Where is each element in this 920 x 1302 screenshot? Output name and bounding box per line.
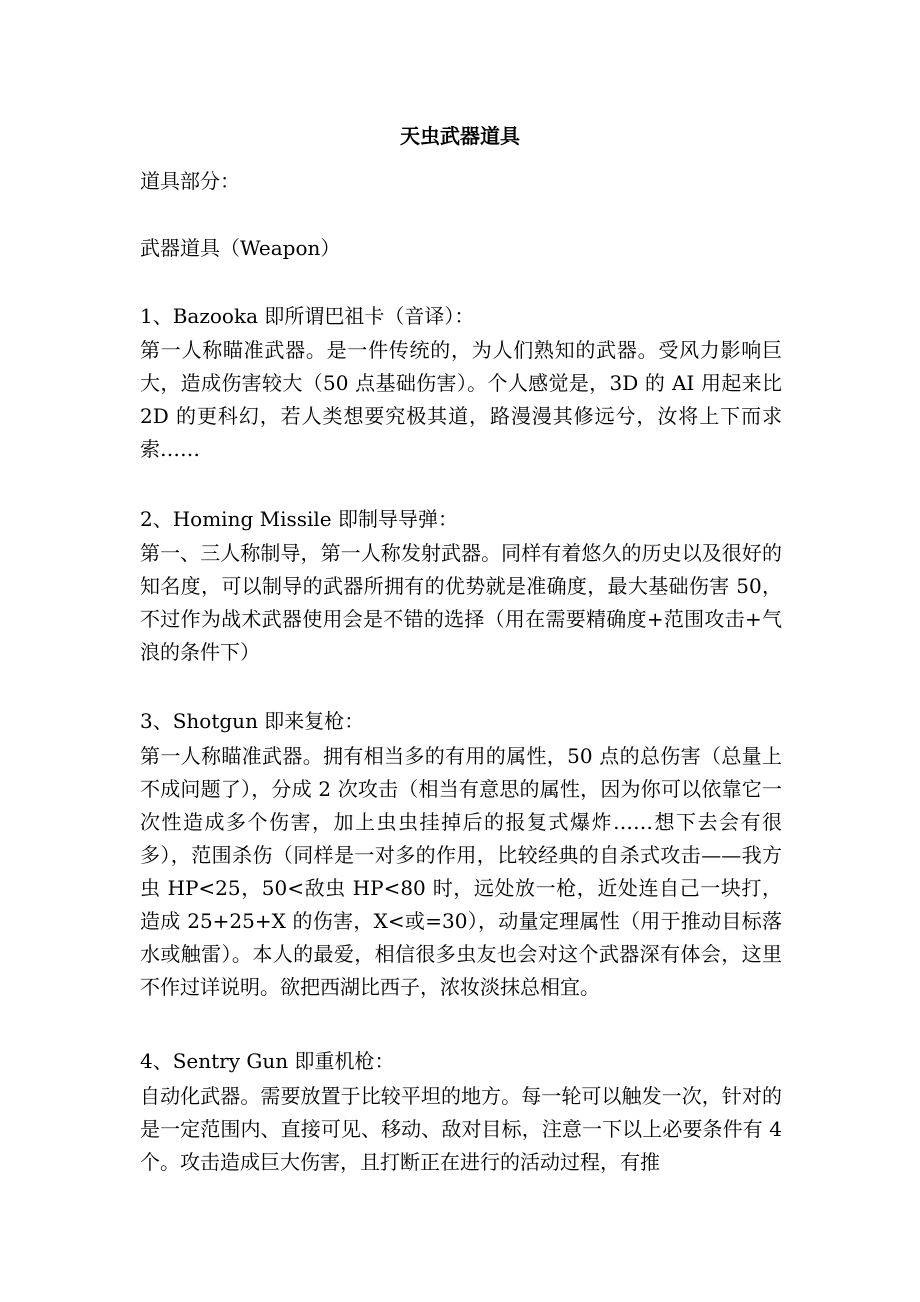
item-heading: 1、Bazooka 即所谓巴祖卡（音译）：: [140, 304, 475, 328]
item-heading: 3、Shotgun 即来复枪：: [140, 709, 365, 733]
section-label: 道具部分：: [140, 169, 240, 193]
document-title: 天虫武器道具: [400, 124, 520, 148]
item-heading: 2、Homing Missile 即制导导弹：: [140, 507, 458, 531]
item-body: 自动化武器。需要放置于比较平坦的地方。每一轮可以触发一次，针对的是一定范围内、直接可见、移动、敌对目标，注意一下以上必要条件有 4 个。攻击造成巨大伤害，且打断正在进行的活动过程，有推: [140, 1084, 782, 1174]
category-label: 武器道具（Weapon）: [140, 236, 341, 260]
item-heading: 4、Sentry Gun 即重机枪：: [140, 1049, 395, 1073]
item-body: 第一人称瞄准武器。拥有相当多的有用的属性，50 点的总伤害（总量上不成问题了），分成 2 次攻击（相当有意思的属性，因为你可以依靠它一次性造成多个伤害，加上虫虫挂掉后的报复式爆炸……想下去会有很多），范围杀伤（同样是一对多的作用，比较经典的自杀式攻击——我方虫 HP<25，50<敌虫 HP<80 时，远处放一枪，近处连自己一块打，造成 25+25+X 的伤害，X<或=30），动量定理属性（用于推动目标落水或触雷）。本人的最爱，相信很多虫友也会对这个武器深有体会，这里不作过详说明。欲把西湖比西子，浓妆淡抹总相宜。: [140, 744, 782, 999]
item-body: 第一人称瞄准武器。是一件传统的，为人们熟知的武器。受风力影响巨大，造成伤害较大（50 点基础伤害）。个人感觉是，3D 的 AI 用起来比 2D 的更科幻，若人类想要究极其道，路漫漫其修远兮，汝将上下而求索……: [140, 338, 782, 461]
item-body: 第一、三人称制导，第一人称发射武器。同样有着悠久的历史以及很好的知名度，可以制导的武器所拥有的优势就是准确度，最大基础伤害 50，不过作为战术武器使用会是不错的选择（用在需要精确度+范围攻击+气浪的条件下）: [140, 541, 782, 664]
